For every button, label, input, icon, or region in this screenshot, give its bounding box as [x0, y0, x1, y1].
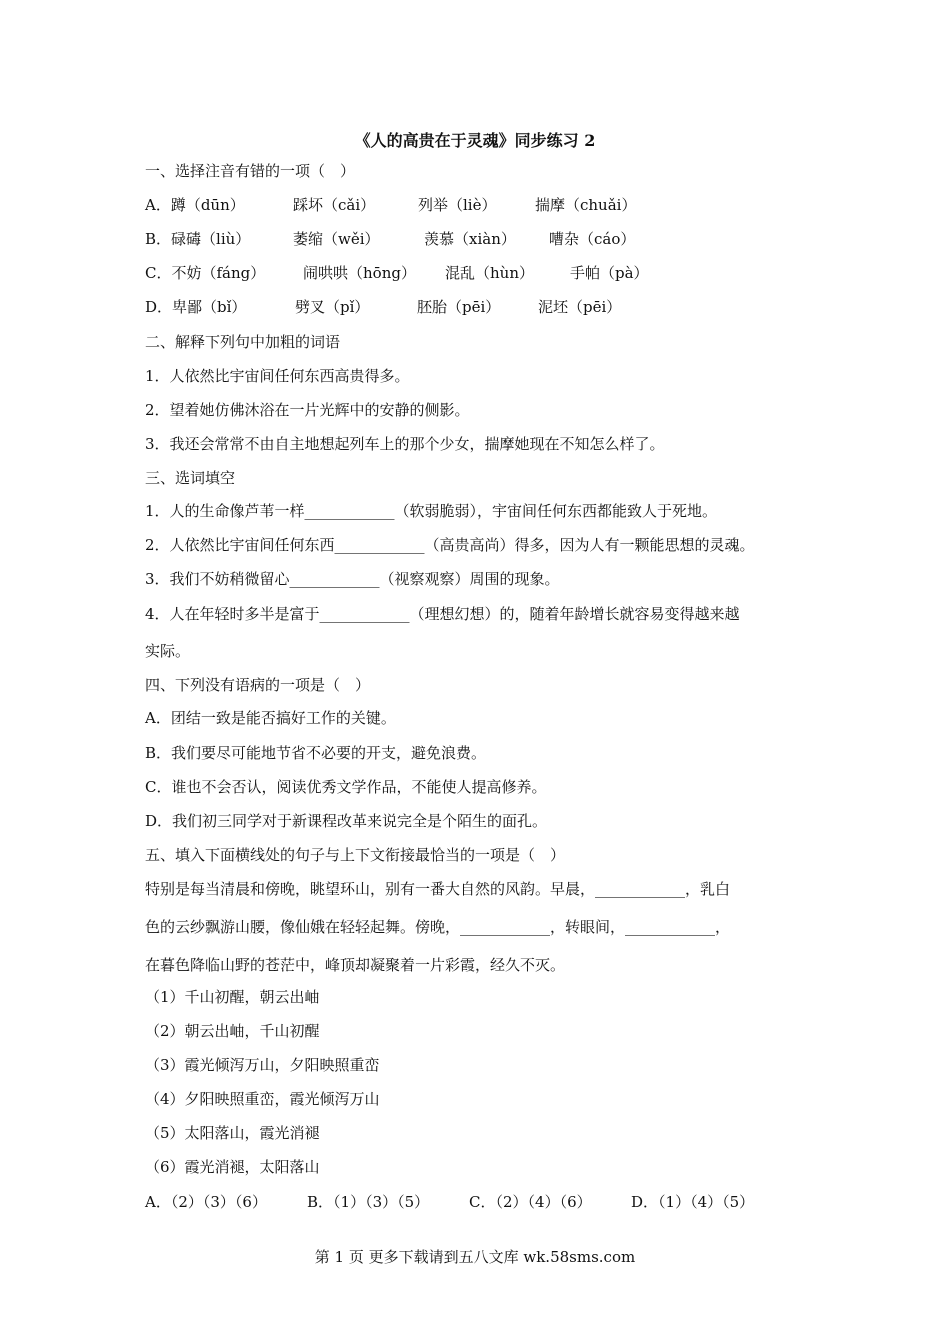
q1-a-3: 列举（liè）: [418, 196, 497, 214]
q1-a-2: 踩坏（cǎi）: [293, 196, 376, 214]
q3-item-1: 1．人的生命像芦苇一样____________（软弱脆弱），宇宙间任何东西都能致人于死地。: [145, 502, 718, 520]
q2-item-3: 3．我还会常常不由自主地想起列车上的那个少女，揣摩她现在不知怎么样了。: [145, 435, 665, 453]
q3-item-4-cont: 实际。: [145, 642, 191, 660]
q5-option-d: D．（1）（4）（5）: [631, 1193, 755, 1211]
q1-row-c: [145, 263, 649, 283]
q5-heading: 五、填入下面横线处的句子与上下文衔接最恰当的一项是（ ）: [145, 846, 566, 864]
q1-c-2: 闹哄哄（hōng）: [303, 264, 416, 282]
q4-option-c: C．谁也不会否认，阅读优秀文学作品，不能使人提高修养。: [145, 778, 547, 796]
q5-passage-1: 特别是每当清晨和傍晚，眺望环山，别有一番大自然的风韵。早晨，____________，乳白: [145, 880, 731, 898]
q1-heading: 一、选择注音有错的一项（ ）: [145, 162, 356, 180]
q5-option-a: A．（2）（3）（6）: [145, 1193, 267, 1211]
q3-item-4: 4．人在年轻时多半是富于____________（理想幻想）的，随着年龄增长就容易变得越来越: [145, 605, 740, 623]
q1-c-4: 手帕（pà）: [570, 264, 649, 282]
q5-item-5: （5）太阳落山，霞光消褪: [145, 1124, 320, 1142]
page-title: 《人的高贵在于灵魂》同步练习 2: [354, 131, 596, 150]
q1-row-d: [145, 297, 621, 317]
q5-options: [145, 1192, 754, 1212]
q1-c-3: 混乱（hùn）: [445, 264, 534, 282]
q1-row-a: [145, 195, 636, 215]
q1-b-1: B．碌碡（liù）: [145, 230, 251, 248]
q1-d-1: D．卑鄙（bǐ）: [145, 298, 247, 316]
q4-heading: 四、下列没有语病的一项是（ ）: [145, 676, 371, 694]
q5-option-c: C．（2）（4）（6）: [469, 1193, 592, 1211]
q1-d-2: 劈叉（pǐ）: [295, 298, 370, 316]
q5-passage-3: 在暮色降临山野的苍茫中，峰顶却凝聚着一片彩霞，经久不灭。: [145, 956, 566, 974]
q5-item-1: （1）千山初醒，朝云出岫: [145, 988, 320, 1006]
q1-row-b: [145, 229, 635, 249]
q2-heading: 二、解释下列句中加粗的词语: [145, 333, 341, 351]
q5-item-4: （4）夕阳映照重峦，霞光倾泻万山: [145, 1090, 380, 1108]
q3-item-2: 2．人依然比宇宙间任何东西____________（高贵高尚）得多，因为人有一颗能思想的灵魂。: [145, 536, 755, 554]
q5-item-3: （3）霞光倾泻万山，夕阳映照重峦: [145, 1056, 380, 1074]
q1-b-3: 羡慕（xiàn）: [424, 230, 516, 248]
q3-heading: 三、选词填空: [145, 469, 236, 487]
q3-item-3: 3．我们不妨稍微留心____________（视察观察）周围的现象。: [145, 570, 560, 588]
q5-item-6: （6）霞光消褪，太阳落山: [145, 1158, 320, 1176]
q2-item-1: 1．人依然比宇宙间任何东西高贵得多。: [145, 367, 410, 385]
q2-item-2: 2．望着她仿佛沐浴在一片光辉中的安静的侧影。: [145, 401, 470, 419]
q1-b-4: 嘈杂（cáo）: [549, 230, 636, 248]
q4-option-b: B．我们要尽可能地节省不必要的开支，避免浪费。: [145, 744, 487, 762]
q1-a-4: 揣摩（chuǎi）: [535, 196, 637, 214]
q1-a-1: A．蹲（dūn）: [145, 196, 245, 214]
q4-option-a: A．团结一致是能否搞好工作的关键。: [145, 709, 396, 727]
page-footer: 第 1 页 更多下载请到五八文库 wk.58sms.com: [314, 1248, 636, 1266]
q1-c-1: C．不妨（fáng）: [145, 264, 266, 282]
q4-option-d: D．我们初三同学对于新课程改革来说完全是个陌生的面孔。: [145, 812, 548, 830]
q1-d-3: 胚胎（pēi）: [417, 298, 501, 316]
q5-option-b: B．（1）（3）（5）: [307, 1193, 430, 1211]
q5-passage-2: 色的云纱飘游山腰，像仙娥在轻轻起舞。傍晚，____________，转眼间，____________，: [145, 918, 731, 936]
q5-item-2: （2）朝云出岫，千山初醒: [145, 1022, 320, 1040]
q1-b-2: 萎缩（wěi）: [293, 230, 380, 248]
q1-d-4: 泥坯（pēi）: [538, 298, 622, 316]
